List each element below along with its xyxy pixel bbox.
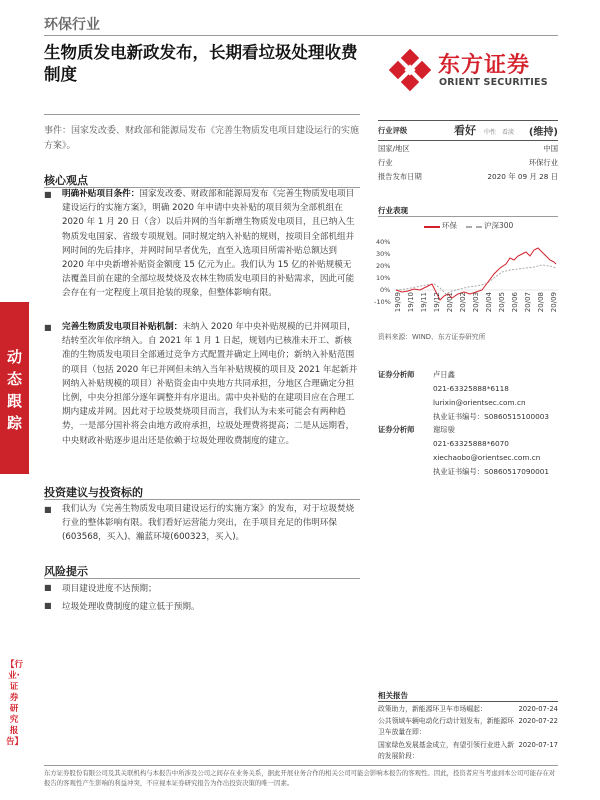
info-key: 国家/地区 <box>378 144 410 153</box>
company-logo <box>388 46 568 96</box>
risk-rule <box>44 578 360 579</box>
x-tick: 20/09 <box>550 292 558 313</box>
info-value: 中国 <box>543 144 558 153</box>
bullet-icon: ■ <box>44 601 52 610</box>
info-row <box>378 142 558 156</box>
logo-name-en: ORIENT SECURITIES <box>439 77 548 88</box>
legend-swatch-hs300 <box>466 226 482 228</box>
related-item-date: 2020-07-17 <box>518 741 558 749</box>
info-key: 行业 <box>378 158 393 167</box>
bullet-icon: ■ <box>44 583 52 592</box>
x-tick: 19/09 <box>394 292 402 313</box>
rating-maintain: (维持) <box>528 127 558 138</box>
risk-item: 垃圾处理收费制度的建立低于预期。 <box>62 602 200 612</box>
info-mid-rule <box>378 140 558 141</box>
advice-rule <box>44 499 360 500</box>
related-item-title: 国家绿色发展基金成立，有望引领行业进入新的发展阶段： <box>378 741 514 760</box>
industry-label: 环保行业 <box>44 17 100 33</box>
risk-item: 项目建设进度不达预期； <box>62 584 157 594</box>
title-rule <box>44 114 360 115</box>
analyst-phone: 021-63325888*6118 <box>433 384 509 393</box>
analyst-name: 谢琮骏 <box>433 425 455 434</box>
legend-hs300: 沪深300 <box>484 221 514 230</box>
info-row <box>378 156 558 170</box>
analyst-role: 证券分析师 <box>378 370 415 379</box>
footer-rule <box>44 765 558 766</box>
orient-logo-icon <box>388 48 432 92</box>
analyst-email[interactable]: xiechaobo@orientsec.com.cn <box>433 453 541 462</box>
x-tick: 19/10 <box>407 292 415 313</box>
y-tick: 20% <box>376 262 391 270</box>
bullet-icon: ■ <box>44 505 52 514</box>
rating-label: 行业评级 <box>378 126 408 135</box>
analyst-cert: 执业证书编号：S0860517090001 <box>433 467 550 476</box>
y-tick: 30% <box>376 250 391 258</box>
header-rule <box>44 35 558 36</box>
info-value: 2020 年 09 月 28 日 <box>487 172 558 181</box>
analyst-role: 证券分析师 <box>378 425 415 434</box>
related-rule <box>378 701 558 702</box>
x-tick: 20/02 <box>459 292 467 313</box>
core-title: 核心观点 <box>44 174 88 187</box>
event-summary: 事件：国家发改委、财政部和能源局发布《完善生物质发电项目建设运行的实施方案》。 <box>44 126 360 151</box>
analyst-phone: 021-63325888*6070 <box>433 439 509 448</box>
y-tick: 10% <box>376 274 391 282</box>
y-tick: 40% <box>376 238 391 246</box>
bullet-icon: ■ <box>44 323 52 332</box>
core-paragraph-1 <box>62 187 360 301</box>
advice-title: 投资建议与投资标的 <box>44 486 143 499</box>
analyst-name: 卢日鑫 <box>433 370 455 379</box>
info-value: 环保行业 <box>528 158 558 167</box>
x-tick: 19/11 <box>420 292 428 313</box>
y-tick: -10% <box>374 298 391 306</box>
core-p1-lead: 明确补贴项目条件： <box>62 189 140 199</box>
related-item-date: 2020-07-22 <box>518 717 558 725</box>
y-tick: 0% <box>380 286 391 294</box>
side-vertical-label <box>6 660 22 748</box>
bullet-icon: ■ <box>44 190 52 199</box>
report-type-label <box>0 346 29 434</box>
x-tick: 20/03 <box>472 292 480 313</box>
info-top-rule <box>378 120 558 121</box>
report-type-text: 动态跟踪 <box>7 348 23 432</box>
rating-row <box>378 122 558 140</box>
analyst-cert: 执业证书编号：S0860515100003 <box>433 412 550 421</box>
related-item-title: 公共领域车辆电动化行动计划发布，新能源环卫车放量在即： <box>378 717 514 736</box>
report-title: 生物质发电新政发布，长期看垃圾处理收费制度 <box>44 43 358 84</box>
disclaimer: 东方证券股份有限公司及其关联机构与本报告中所涉及公司之间存在业务关系，据此开展业务合作的相关公司可能会影响本报告的客观性。因此，投资者应当考虑到本公司可能存在对报告的客观性产生影响的利益冲突，不应视本证券研究报告为作出投资决策的唯一因素。 <box>44 769 556 787</box>
core-p2-body: 未纳入 2020 年中央补贴规模的已并网项目，结转至次年依序纳入。自 2021 年 1 月 1 日起，规划内已核准未开工、新核准的生物质发电项目全部通过竞争方式配置并确定上网电价；新纳入补贴范围的项目（包括 2020 年已并网但未纳入当年补贴规模的项目及 2021 年起新并网纳入补贴规模的项目）补贴资金由中央地方共同承担，分地区合理确定分担比例，中央分担部分逐年调整并有序退出。需中央补贴的在建项目应在合理工期内建成并网。因此对于垃圾焚烧项目而言，我们认为未来可能会有两种趋势，一是部分国补将会由地方政府承担，垃圾处理费将提高；二是从远期看，中央财政补贴逐步退出还是依赖于垃圾处理收费制度的建立。 <box>62 322 358 446</box>
x-tick: 20/08 <box>537 292 545 313</box>
chart-x-labels <box>376 292 560 322</box>
info-row <box>378 170 558 184</box>
legend-swatch-env <box>424 226 440 228</box>
legend-env: 环保 <box>442 221 457 230</box>
rating-value: 看好 <box>454 124 476 137</box>
x-tick: 20/06 <box>511 292 519 313</box>
risk-title: 风险提示 <box>44 565 88 578</box>
related-item-date: 2020-07-24 <box>518 705 558 713</box>
info-key: 报告发布日期 <box>378 172 422 181</box>
x-tick: 20/07 <box>524 292 532 313</box>
perf-rule <box>378 216 558 217</box>
core-p1-body: 国家发改委、财政部和能源局发布《完善生物质发电项目建设运行的实施方案》，明确 2020 年申请中央补贴的项目须为全部机组在 2020 年 1 月 20 日（含）以后并网的当年新增生物质发电项目，且已纳入生物质发电国家、省级专项规划。同时规定纳入补贴的规则，按项目全部机组并网时间的先后排序，并网时间早者优先，直至入选项目所需补贴总额达到 2020 年中央新增补贴资金额度 15 亿元为止。我们认为 15 亿的补贴规模无法覆盖目前在建的全部垃圾焚烧及农林生物质发电项目的补贴需求，因此可能会存在有一定程度上项目抢装的现象，但整体影响有限。 <box>62 189 355 299</box>
core-p2-lead: 完善生物质发电项目补贴机制： <box>62 322 183 332</box>
x-tick: 19/12 <box>433 292 441 313</box>
logo-name-cn: 东方证券 <box>438 53 531 78</box>
related-title: 相关报告 <box>378 691 408 700</box>
rating-negative: 看淡 <box>502 129 515 136</box>
x-tick: 20/05 <box>498 292 506 313</box>
chart-source: 资料来源：WIND、东方证券研究所 <box>378 333 486 341</box>
x-tick: 20/04 <box>485 292 493 313</box>
x-tick: 20/01 <box>446 292 454 313</box>
related-item-title: 政策助力，新能源环卫车市场崛起： <box>378 705 487 713</box>
rating-neutral: 中性 <box>484 129 497 136</box>
performance-title: 行业表现 <box>378 206 408 215</box>
advice-paragraph: 我们认为《完善生物质发电项目建设运行的实施方案》的发布，对于垃圾焚烧行业的整体影响有限。我们看好运营能力突出，在手项目充足的伟明环保(603568，买入)、瀚蓝环境(600323，买入)。 <box>62 504 355 543</box>
core-paragraph-2 <box>62 320 360 448</box>
analyst-email[interactable]: lurixin@orientsec.com.cn <box>433 398 526 407</box>
side-vertical-text: 【行业·证券研究报告】 <box>6 660 24 747</box>
